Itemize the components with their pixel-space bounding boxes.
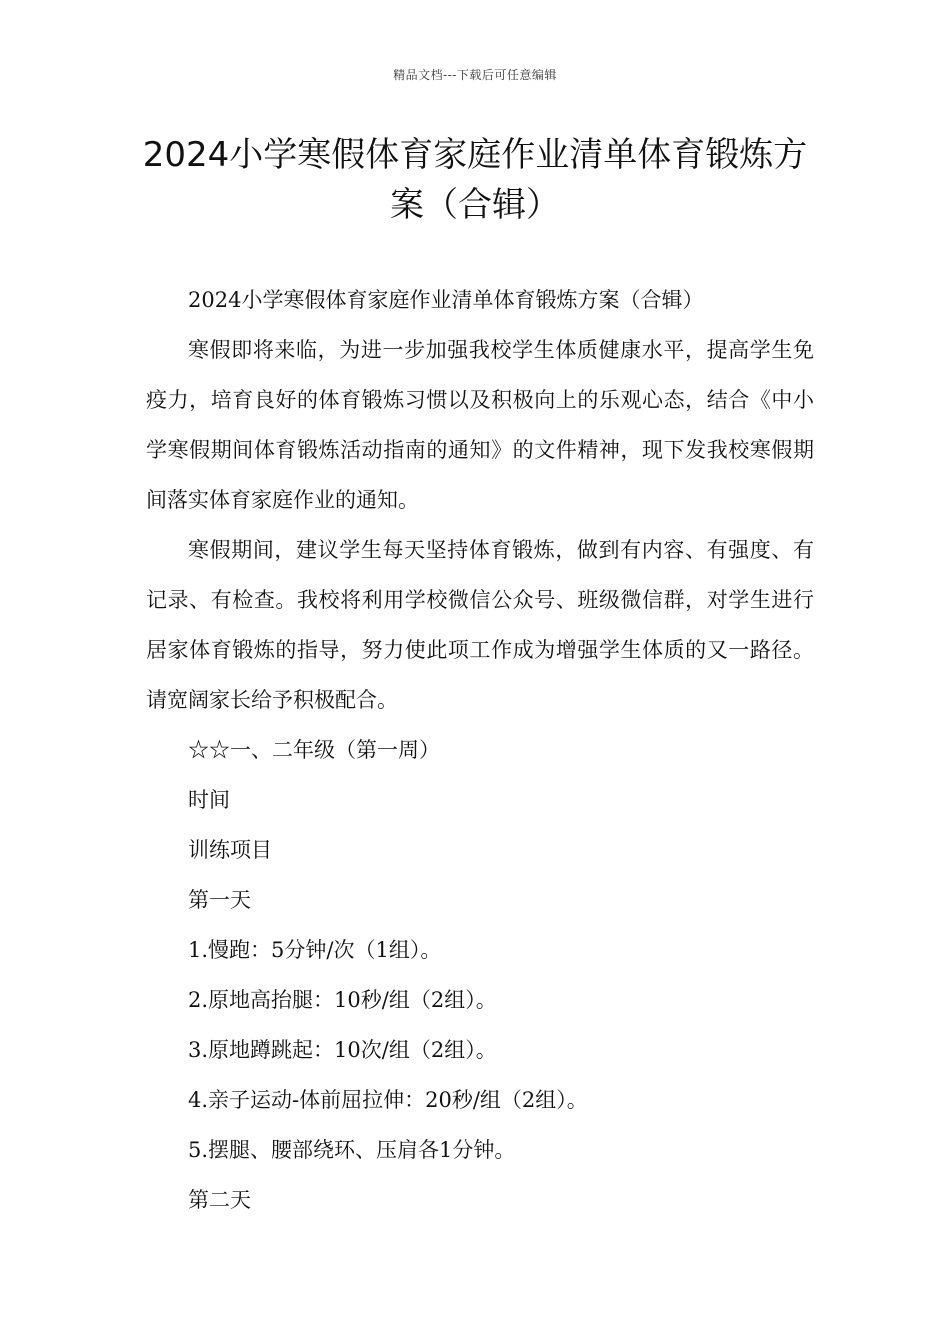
day-label: 第一天 [188, 888, 251, 912]
column-time: 时间 [188, 788, 230, 812]
subtitle-line: 2024小学寒假体育家庭作业清单体育锻炼方案（合辑） [188, 288, 704, 312]
document-title: 2024小学寒假体育家庭作业清单体育锻炼方案（合辑） [142, 135, 808, 225]
guidance-paragraph: 寒假期间，建议学生每天坚持体育锻炼，做到有内容、有强度、有记录、有检查。我校将利用学校微信公众号、班级微信群，对学生进行居家体育锻炼的指导，努力使此项工作成为增强学生体质的又一路径。请宽阔家长给予积极配合。 [146, 538, 814, 712]
section-heading: ☆☆一、二年级（第一周） [188, 738, 440, 762]
document-body [146, 275, 814, 1225]
exercise-item: 1.慢跑：5分钟/次（1组）。 [188, 938, 442, 962]
column-training-item: 训练项目 [188, 838, 272, 862]
header-note: 精品文档---下载后可任意编辑 [393, 68, 557, 82]
exercise-item: 3.原地蹲跳起：10次/组（2组）。 [188, 1038, 497, 1062]
intro-paragraph: 寒假即将来临，为进一步加强我校学生体质健康水平，提高学生免疫力，培育良好的体育锻炼习惯以及积极向上的乐观心态，结合《中小学寒假期间体育锻炼活动指南的通知》的文件精神，现下发我校寒假期间落实体育家庭作业的通知。 [146, 338, 814, 512]
exercise-item: 4.亲子运动-体前屈拉伸：20秒/组（2组）。 [188, 1088, 588, 1112]
exercise-item: 2.原地高抬腿：10秒/组（2组）。 [188, 988, 497, 1012]
exercise-item: 5.摆腿、腰部绕环、压肩各1分钟。 [188, 1138, 516, 1162]
day-label: 第二天 [188, 1188, 251, 1212]
